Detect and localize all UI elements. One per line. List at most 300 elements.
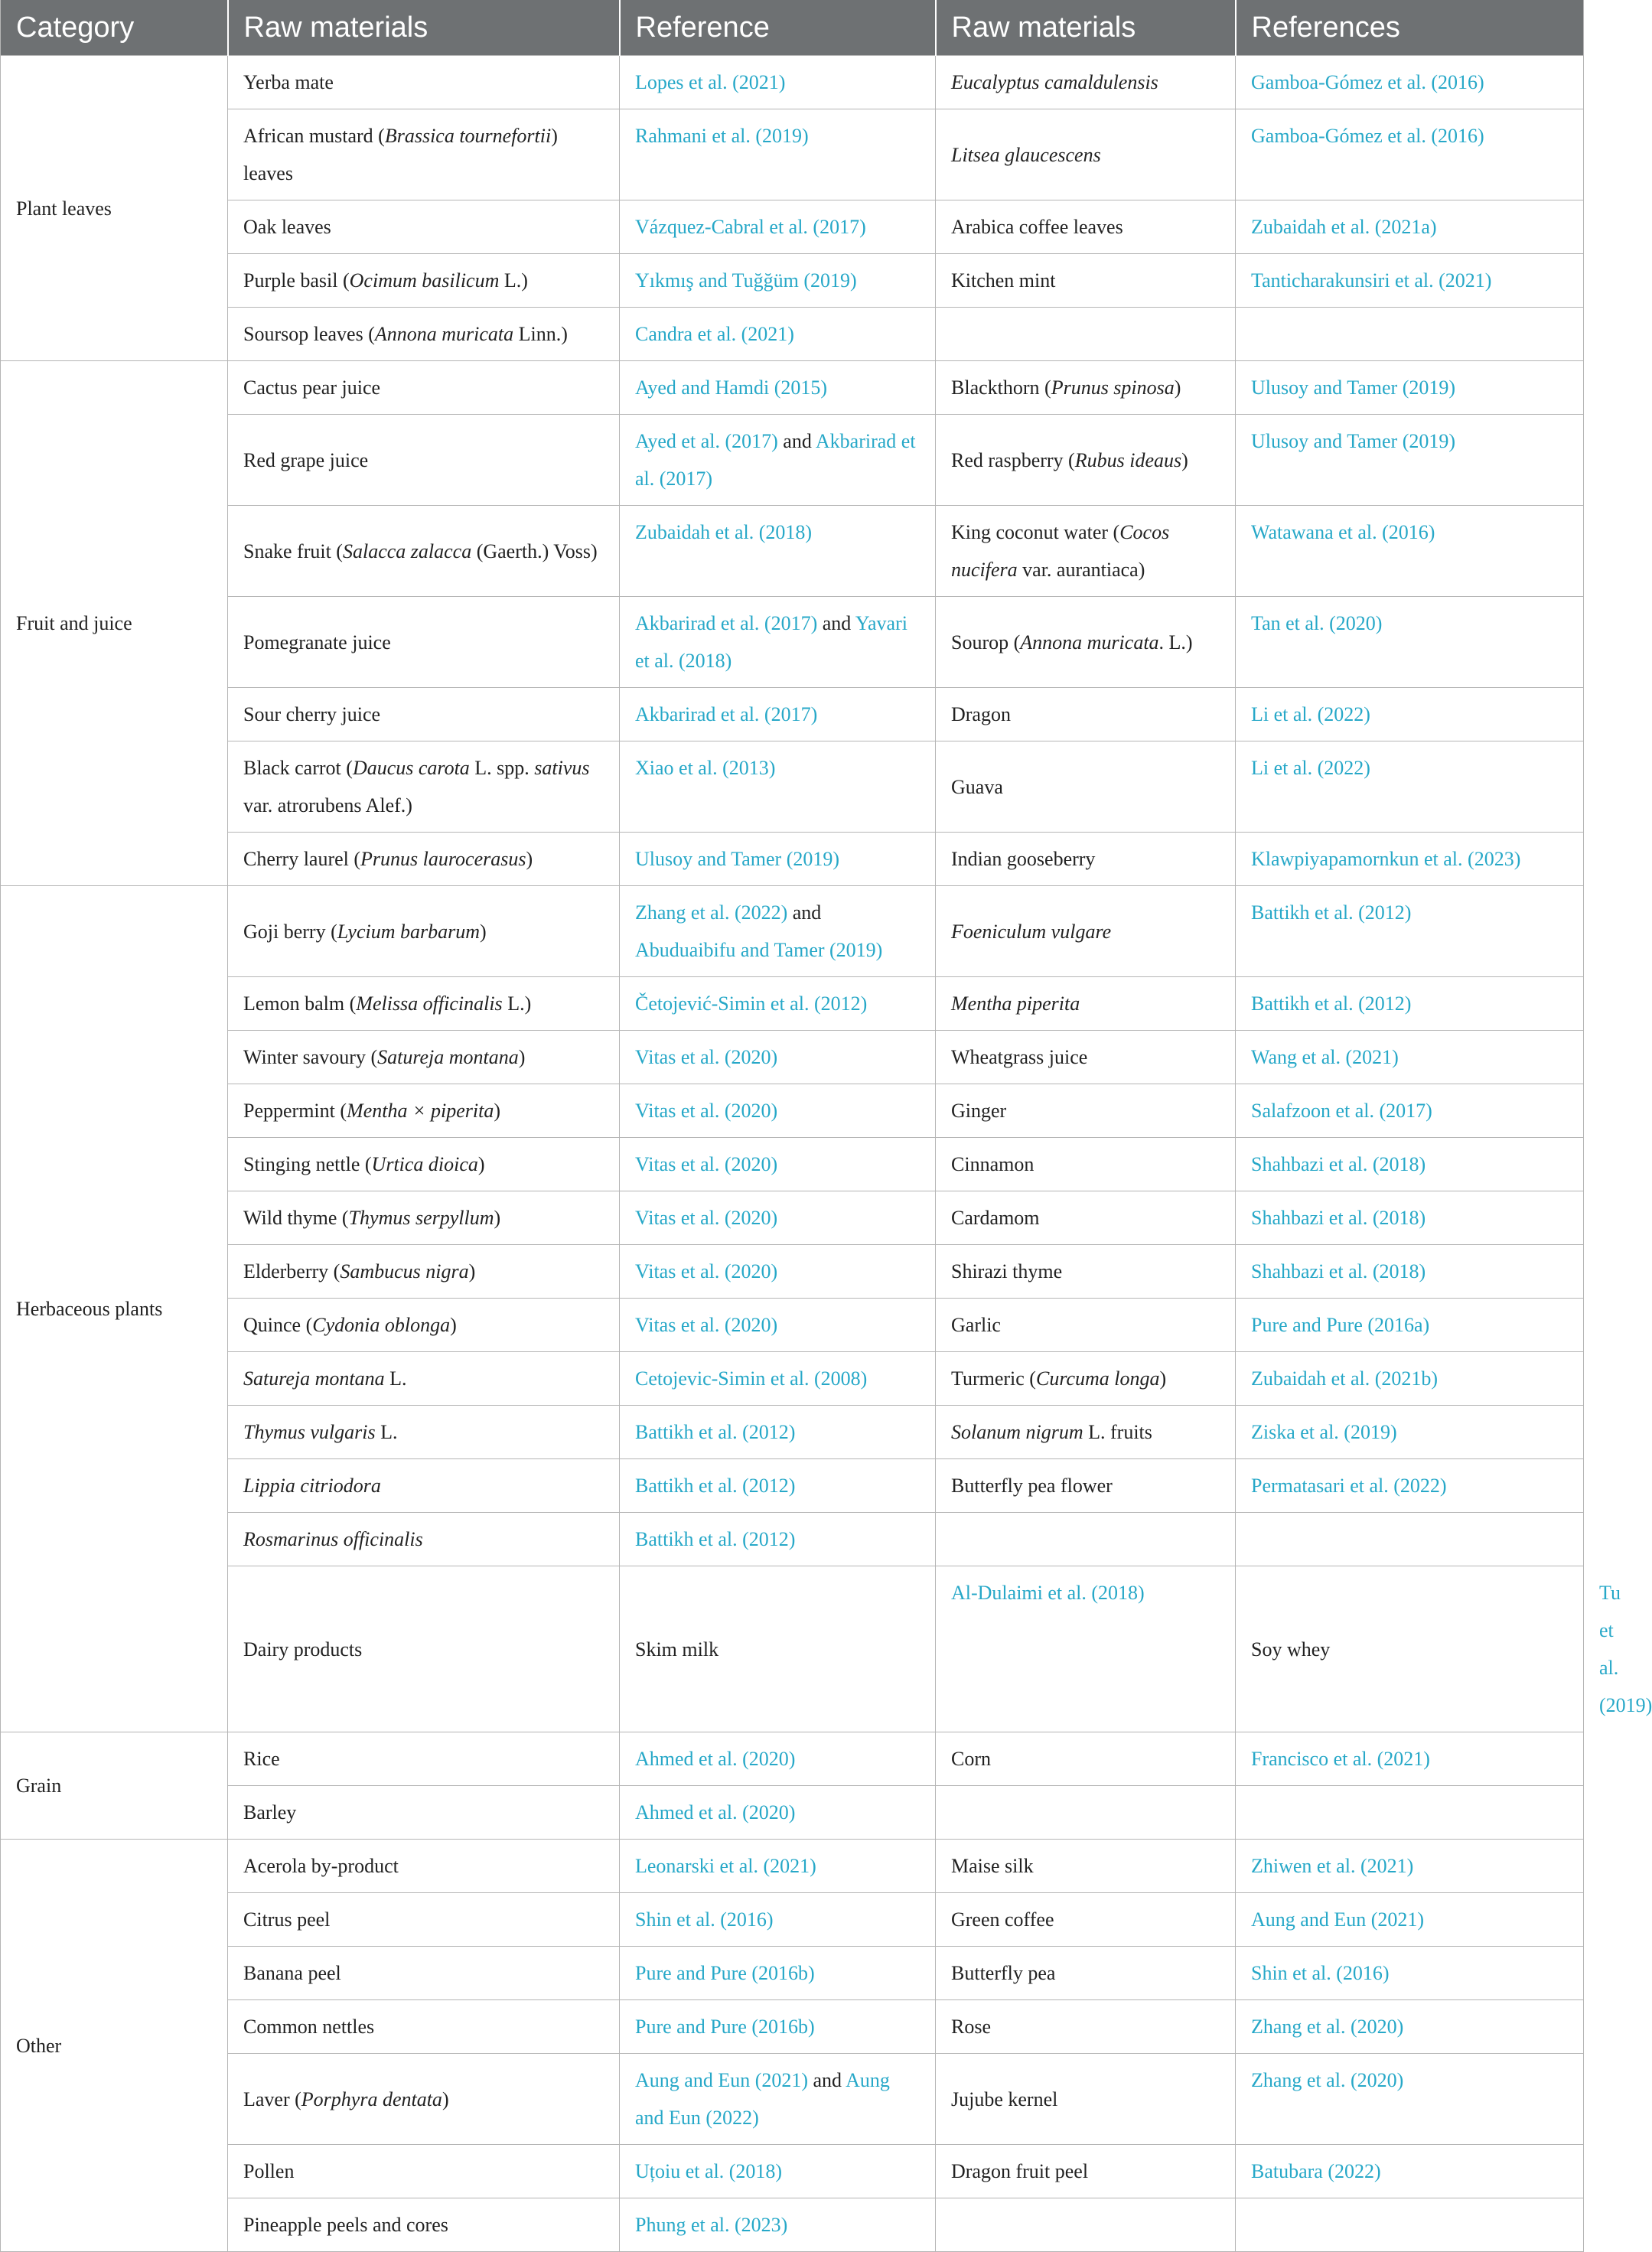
raw-material-cell <box>936 56 1236 109</box>
species-name: Mentha piperita <box>951 992 1080 1015</box>
reference-link[interactable]: Battikh et al. (2012) <box>635 1528 796 1550</box>
cell-text: ) <box>1159 1367 1167 1390</box>
reference-link[interactable]: Shahbazi et al. (2018) <box>1251 1153 1426 1175</box>
reference-cell <box>620 2198 936 2252</box>
reference-link[interactable]: Gamboa-Gómez et al. (2016) <box>1251 125 1484 147</box>
cell-text: Indian gooseberry <box>951 848 1096 870</box>
cell-text: Snake fruit ( <box>243 539 343 562</box>
raw-material-cell <box>936 1893 1236 1947</box>
header-raw-materials: Raw materials <box>228 0 620 56</box>
reference-cell <box>620 886 936 977</box>
reference-link[interactable]: Akbarirad et al. (2017) <box>635 430 916 490</box>
raw-material-cell <box>936 254 1236 308</box>
cell-text: L.) <box>502 992 532 1015</box>
reference-link[interactable]: Vitas et al. (2020) <box>635 1314 778 1336</box>
reference-link[interactable]: Vitas et al. (2020) <box>635 1100 778 1122</box>
species-name: Daucus carota <box>352 757 470 779</box>
table-row <box>1 1566 1584 1732</box>
cell-text: ) <box>518 1046 526 1068</box>
species-name: Satureja montana <box>243 1367 385 1390</box>
reference-cell <box>620 56 936 109</box>
reference-cell <box>620 1786 936 1840</box>
raw-material-cell <box>228 833 620 886</box>
raw-material-cell <box>228 688 620 741</box>
reference-link[interactable]: Zubaidah et al. (2021a) <box>1251 216 1437 238</box>
reference-link[interactable]: Ulusoy and Tamer (2019) <box>635 848 840 870</box>
cell-text: Laver ( <box>243 2087 301 2110</box>
reference-link[interactable]: Wang et al. (2021) <box>1251 1046 1399 1068</box>
raw-material-cell <box>228 1138 620 1191</box>
cell-text: Winter savoury ( <box>243 1046 378 1068</box>
cell-text: (Gaerth.) Voss) <box>471 539 598 562</box>
reference-link[interactable]: Yıkmış and Tuğğüm (2019) <box>635 269 857 292</box>
raw-material-cell <box>228 1245 620 1299</box>
raw-material-cell <box>936 2054 1236 2145</box>
raw-material-cell <box>228 1031 620 1084</box>
reference-cell <box>1236 1031 1584 1084</box>
cell-text: Acerola by-product <box>243 1855 399 1877</box>
cell-text: ) <box>526 848 533 870</box>
cell-text: Wheatgrass juice <box>951 1046 1088 1068</box>
species-name: Rosmarinus officinalis <box>243 1528 423 1550</box>
header-references: References <box>1236 0 1584 56</box>
species-name: Prunus spinosa <box>1051 376 1175 399</box>
raw-material-cell <box>1236 1566 1584 1732</box>
species-name: Lippia citriodora <box>243 1475 381 1497</box>
reference-link[interactable]: Zubaidah et al. (2021b) <box>1251 1367 1439 1390</box>
reference-link[interactable]: Aung and Eun (2022) <box>635 2069 890 2129</box>
reference-cell <box>1236 1352 1584 1406</box>
reference-link[interactable]: Watawana et al. (2016) <box>1251 521 1435 543</box>
reference-cell <box>1236 109 1584 200</box>
reference-cell <box>1236 506 1584 597</box>
cell-text: and <box>817 612 855 634</box>
species-name: Ocimum basilicum <box>349 269 500 292</box>
cell-text: ) <box>477 1153 485 1175</box>
cell-text: Pollen <box>243 2160 295 2182</box>
species-name: Foeniculum vulgare <box>951 920 1112 943</box>
cell-text: Black carrot ( <box>243 757 353 779</box>
reference-link[interactable]: Uțoiu et al. (2018) <box>635 2160 783 2182</box>
raw-material-cell <box>228 1352 620 1406</box>
reference-link[interactable]: Ahmed et al. (2020) <box>635 1801 796 1823</box>
cell-text: ) <box>442 2087 449 2110</box>
species-name: Salacca zalacca <box>342 539 472 562</box>
reference-link[interactable]: Vitas et al. (2020) <box>635 1260 778 1282</box>
reference-link[interactable]: Tan et al. (2020) <box>1251 612 1383 634</box>
cell-text: ) <box>494 1100 500 1122</box>
table-row <box>1 1947 1584 2000</box>
reference-link[interactable]: Zhang et al. (2020) <box>1251 2069 1404 2091</box>
cell-text: L. fruits <box>1083 1421 1152 1443</box>
raw-material-cell <box>936 506 1236 597</box>
raw-material-cell <box>936 1513 1236 1566</box>
raw-material-cell <box>936 1031 1236 1084</box>
raw-material-cell <box>620 1566 936 1732</box>
cell-text: Soursop leaves ( <box>243 323 375 345</box>
cell-text: Pineapple peels and cores <box>243 2214 448 2236</box>
reference-link[interactable]: Candra et al. (2021) <box>635 323 794 345</box>
reference-cell <box>1236 1191 1584 1245</box>
species-name: Lycium barbarum <box>337 920 481 943</box>
reference-link[interactable]: Ahmed et al. (2020) <box>635 1748 796 1770</box>
category-cell: Grain <box>1 1732 228 1840</box>
raw-material-cell <box>228 1786 620 1840</box>
cell-text: Oak leaves <box>243 216 331 238</box>
reference-link[interactable]: Battikh et al. (2012) <box>635 1421 796 1443</box>
reference-cell <box>620 741 936 833</box>
raw-material-cell <box>228 1459 620 1513</box>
species-name: sativus <box>534 757 590 779</box>
reference-link[interactable]: Li et al. (2022) <box>1251 757 1370 779</box>
reference-cell <box>1236 56 1584 109</box>
reference-cell <box>620 109 936 200</box>
cell-text: African mustard ( <box>243 125 385 147</box>
raw-material-cell <box>936 1732 1236 1786</box>
raw-material-cell <box>936 308 1236 361</box>
cell-text: and <box>808 2069 846 2091</box>
header-reference: Reference <box>620 0 936 56</box>
reference-link[interactable]: Salafzoon et al. (2017) <box>1251 1100 1432 1122</box>
reference-cell <box>620 415 936 506</box>
table-row <box>1 886 1584 977</box>
species-name: Melissa officinalis <box>356 992 503 1015</box>
cell-text: Maise silk <box>951 1855 1034 1877</box>
cell-text: Banana peel <box>243 1962 341 1984</box>
reference-cell <box>620 308 936 361</box>
reference-link[interactable]: Shin et al. (2016) <box>635 1908 774 1931</box>
species-name: Cocos nucifera <box>951 521 1170 581</box>
reference-link[interactable]: Ziska et al. (2019) <box>1251 1421 1397 1443</box>
reference-cell <box>1236 1084 1584 1138</box>
reference-cell <box>620 506 936 597</box>
reference-link[interactable]: Pure and Pure (2016b) <box>635 2016 815 2038</box>
raw-material-cell <box>936 1352 1236 1406</box>
reference-link[interactable]: Vitas et al. (2020) <box>635 1207 778 1229</box>
raw-material-cell <box>936 2145 1236 2198</box>
reference-link[interactable]: Ayed et al. (2017) <box>635 430 778 452</box>
reference-link[interactable]: Klawpiyapamornkun et al. (2023) <box>1251 848 1521 870</box>
reference-cell <box>1236 741 1584 833</box>
species-name: Porphyra dentata <box>301 2087 442 2110</box>
category-cell: Fruit and juice <box>1 361 228 886</box>
raw-material-cell <box>228 2145 620 2198</box>
reference-cell <box>1236 1893 1584 1947</box>
table-row <box>1 109 1584 200</box>
table-row <box>1 1352 1584 1406</box>
reference-link[interactable]: Batubara (2022) <box>1251 2160 1381 2182</box>
cell-text: and <box>787 901 822 924</box>
table-row <box>1 1893 1584 1947</box>
cell-text: ) <box>468 1260 476 1282</box>
cell-text: ) <box>1181 448 1188 471</box>
reference-cell <box>620 1138 936 1191</box>
cell-text: Blackthorn ( <box>951 376 1051 399</box>
species-name: Thymus serpyllum <box>348 1207 494 1229</box>
reference-link[interactable]: Leonarski et al. (2021) <box>635 1855 816 1877</box>
table-row <box>1 1084 1584 1138</box>
reference-link[interactable]: Tanticharakunsiri et al. (2021) <box>1251 269 1492 292</box>
reference-link[interactable]: Shahbazi et al. (2018) <box>1251 1207 1426 1229</box>
header-category: Category <box>1 0 228 56</box>
raw-material-cell <box>936 1245 1236 1299</box>
reference-link[interactable]: Aung and Eun (2021) <box>635 2069 809 2091</box>
table-row <box>1 741 1584 833</box>
raw-material-cell <box>228 361 620 415</box>
cell-text: Sourop ( <box>951 631 1021 653</box>
reference-link[interactable]: Yavari et al. (2018) <box>635 612 907 672</box>
reference-link[interactable]: Cetojevic-Simin et al. (2008) <box>635 1367 868 1390</box>
table-row <box>1 506 1584 597</box>
cell-text: Elderberry ( <box>243 1260 341 1282</box>
reference-cell <box>1236 1513 1584 1566</box>
reference-link[interactable]: Akbarirad et al. (2017) <box>635 703 818 725</box>
reference-link[interactable]: Pure and Pure (2016a) <box>1251 1314 1430 1336</box>
raw-material-cell <box>936 1459 1236 1513</box>
reference-cell <box>620 200 936 254</box>
reference-cell <box>1236 308 1584 361</box>
category-cell: Plant leaves <box>1 56 228 361</box>
reference-cell <box>1236 200 1584 254</box>
reference-link[interactable]: Vitas et al. (2020) <box>635 1046 778 1068</box>
raw-material-cell <box>228 2054 620 2145</box>
reference-cell <box>620 361 936 415</box>
category-cell: Dairy products <box>228 1566 620 1732</box>
reference-cell <box>620 1513 936 1566</box>
raw-material-cell <box>936 1947 1236 2000</box>
reference-link[interactable]: Ulusoy and Tamer (2019) <box>1251 430 1456 452</box>
raw-material-cell <box>936 1084 1236 1138</box>
reference-cell <box>620 1893 936 1947</box>
raw-material-cell <box>936 415 1236 506</box>
species-name: Curcuma longa <box>1035 1367 1160 1390</box>
raw-material-cell <box>936 2000 1236 2054</box>
table-body <box>1 56 1652 2252</box>
reference-link[interactable]: Pure and Pure (2016b) <box>635 1962 815 1984</box>
cell-text: and <box>777 430 816 452</box>
reference-link[interactable]: Battikh et al. (2012) <box>1251 901 1412 924</box>
table-row <box>1 1031 1584 1084</box>
reference-cell <box>1236 2145 1584 2198</box>
reference-cell <box>620 1947 936 2000</box>
cell-text: Soy whey <box>1251 1638 1331 1660</box>
cell-text: ) leaves <box>243 125 558 184</box>
cell-text: ) <box>1174 376 1181 399</box>
cell-text: Yerba mate <box>243 71 334 93</box>
reference-link[interactable]: Xiao et al. (2013) <box>635 757 776 779</box>
reference-cell <box>620 254 936 308</box>
reference-cell <box>620 1406 936 1459</box>
reference-cell <box>1236 1245 1584 1299</box>
cell-text: Butterfly pea <box>951 1962 1056 1984</box>
table-row <box>1 977 1584 1031</box>
raw-material-cell <box>228 2000 620 2054</box>
cell-text: Guava <box>951 775 1003 798</box>
raw-material-cell <box>936 977 1236 1031</box>
species-name: Thymus vulgaris <box>243 1421 376 1443</box>
species-name: Solanum nigrum <box>951 1421 1083 1443</box>
cell-text: ) <box>450 1314 457 1336</box>
reference-cell <box>1236 1299 1584 1352</box>
reference-cell <box>1236 1840 1584 1893</box>
table-row <box>1 2054 1584 2145</box>
raw-material-cell <box>228 886 620 977</box>
reference-link[interactable]: Četojević-Simin et al. (2012) <box>635 992 868 1015</box>
cell-text: Stinging nettle ( <box>243 1153 372 1175</box>
reference-cell <box>1236 1786 1584 1840</box>
reference-link[interactable]: Akbarirad et al. (2017) <box>635 612 818 634</box>
reference-link[interactable]: Zhang et al. (2022) <box>635 901 788 924</box>
reference-link[interactable]: Permatasari et al. (2022) <box>1251 1475 1447 1497</box>
species-name: Eucalyptus camaldulensis <box>951 71 1158 93</box>
raw-material-cell <box>936 1191 1236 1245</box>
raw-material-cell <box>936 886 1236 977</box>
species-name: Satureja montana <box>377 1046 519 1068</box>
raw-material-cell <box>936 833 1236 886</box>
reference-link[interactable]: Phung et al. (2023) <box>635 2214 788 2236</box>
cell-text: Cardamom <box>951 1207 1040 1229</box>
species-name: Brassica tournefortii <box>384 125 552 147</box>
reference-link[interactable]: Ulusoy and Tamer (2019) <box>1251 376 1456 399</box>
reference-link[interactable]: Ayed and Hamdi (2015) <box>635 376 828 399</box>
table-row <box>1 56 1584 109</box>
cell-text: Purple basil ( <box>243 269 350 292</box>
table-row <box>1 2198 1584 2252</box>
reference-cell <box>1236 1459 1584 1513</box>
raw-material-cell <box>936 741 1236 833</box>
raw-material-cell <box>936 1406 1236 1459</box>
raw-material-cell <box>228 1299 620 1352</box>
table-row <box>1 1245 1584 1299</box>
reference-cell <box>620 688 936 741</box>
reference-link[interactable]: Rahmani et al. (2019) <box>635 125 809 147</box>
reference-link[interactable]: Vitas et al. (2020) <box>635 1153 778 1175</box>
reference-cell <box>1236 2198 1584 2252</box>
table-row <box>1 415 1584 506</box>
raw-material-cell <box>228 1513 620 1566</box>
cell-text: Linn.) <box>513 323 568 345</box>
cell-text: Shirazi thyme <box>951 1260 1063 1282</box>
species-name: Annona muricata <box>374 323 514 345</box>
reference-link[interactable]: Shahbazi et al. (2018) <box>1251 1260 1426 1282</box>
cell-text: ) <box>480 920 487 943</box>
species-name: Rubus ideaus <box>1074 448 1182 471</box>
cell-text: ) <box>494 1207 501 1229</box>
reference-cell <box>1236 833 1584 886</box>
category-cell: Other <box>1 1840 228 2252</box>
raw-material-cell <box>228 741 620 833</box>
reference-link[interactable]: Li et al. (2022) <box>1251 703 1370 725</box>
cell-text: Cactus pear juice <box>243 376 381 399</box>
cell-text: Ginger <box>951 1100 1007 1122</box>
cell-text: Sour cherry juice <box>243 703 381 725</box>
raw-material-cell <box>228 1732 620 1786</box>
cell-text: L.) <box>499 269 528 292</box>
species-name: Urtica dioica <box>371 1153 478 1175</box>
cell-text: Common nettles <box>243 2016 375 2038</box>
raw-material-cell <box>228 597 620 688</box>
cell-text: Butterfly pea flower <box>951 1475 1113 1497</box>
reference-link[interactable]: Battikh et al. (2012) <box>635 1475 796 1497</box>
reference-link[interactable]: Shin et al. (2016) <box>1251 1962 1390 1984</box>
cell-text: Arabica coffee leaves <box>951 216 1123 238</box>
reference-link[interactable]: Zubaidah et al. (2018) <box>635 521 813 543</box>
cell-text: Rice <box>243 1748 280 1770</box>
table-row <box>1 1406 1584 1459</box>
reference-cell <box>1236 977 1584 1031</box>
reference-link[interactable]: Zhang et al. (2020) <box>1251 2016 1404 2038</box>
raw-material-cell <box>228 200 620 254</box>
cell-text: Barley <box>243 1801 297 1823</box>
cell-text: Dragon fruit peel <box>951 2160 1089 2182</box>
raw-material-cell <box>936 1786 1236 1840</box>
cell-text: Lemon balm ( <box>243 992 357 1015</box>
cell-text: Garlic <box>951 1314 1001 1336</box>
reference-cell <box>1236 415 1584 506</box>
reference-link[interactable]: Lopes et al. (2021) <box>635 71 786 93</box>
raw-material-cell <box>936 2198 1236 2252</box>
reference-cell <box>936 1566 1236 1732</box>
reference-cell <box>620 833 936 886</box>
raw-material-cell <box>228 56 620 109</box>
header-row <box>1 0 1584 56</box>
cell-text: L. <box>384 1367 407 1390</box>
cell-text: Red grape juice <box>243 448 369 471</box>
table-row <box>1 254 1584 308</box>
reference-cell <box>1236 254 1584 308</box>
reference-link[interactable]: Gamboa-Gómez et al. (2016) <box>1251 71 1484 93</box>
reference-link[interactable]: Aung and Eun (2021) <box>1251 1908 1425 1931</box>
table-row <box>1 1786 1584 1840</box>
reference-cell <box>620 1191 936 1245</box>
reference-link[interactable]: Zhiwen et al. (2021) <box>1251 1855 1414 1877</box>
raw-material-cell <box>936 1840 1236 1893</box>
raw-material-cell <box>936 597 1236 688</box>
cell-text: Corn <box>951 1748 991 1770</box>
cell-text: King coconut water ( <box>951 521 1120 543</box>
table-row <box>1 597 1584 688</box>
cell-text: Kitchen mint <box>951 269 1056 292</box>
reference-link[interactable]: Abuduaibifu and Tamer (2019) <box>635 939 883 961</box>
reference-link[interactable]: Vázquez-Cabral et al. (2017) <box>635 216 866 238</box>
raw-material-cell <box>228 1406 620 1459</box>
raw-material-cell <box>936 688 1236 741</box>
species-name: Cydonia oblonga <box>312 1314 451 1336</box>
reference-cell <box>1236 361 1584 415</box>
raw-material-cell <box>936 1138 1236 1191</box>
reference-cell <box>1236 1406 1584 1459</box>
reference-cell <box>620 977 936 1031</box>
cell-text: L. spp. <box>469 757 535 779</box>
reference-cell <box>620 597 936 688</box>
raw-material-cell <box>228 109 620 200</box>
table-row <box>1 1459 1584 1513</box>
reference-cell <box>1236 1138 1584 1191</box>
header-raw-materials-2: Raw materials <box>936 0 1236 56</box>
raw-material-cell <box>228 506 620 597</box>
table-row <box>1 833 1584 886</box>
table-row <box>1 1191 1584 1245</box>
reference-cell <box>620 1352 936 1406</box>
reference-link[interactable]: Battikh et al. (2012) <box>1251 992 1412 1015</box>
reference-cell <box>1236 2000 1584 2054</box>
reference-cell <box>1236 886 1584 977</box>
reference-link[interactable]: Francisco et al. (2021) <box>1251 1748 1430 1770</box>
cell-text: Rose <box>951 2016 991 2038</box>
reference-cell <box>620 1299 936 1352</box>
reference-link[interactable]: Al-Dulaimi et al. (2018) <box>951 1582 1145 1604</box>
reference-link[interactable]: Tu et al. (2019) <box>1599 1582 1652 1716</box>
